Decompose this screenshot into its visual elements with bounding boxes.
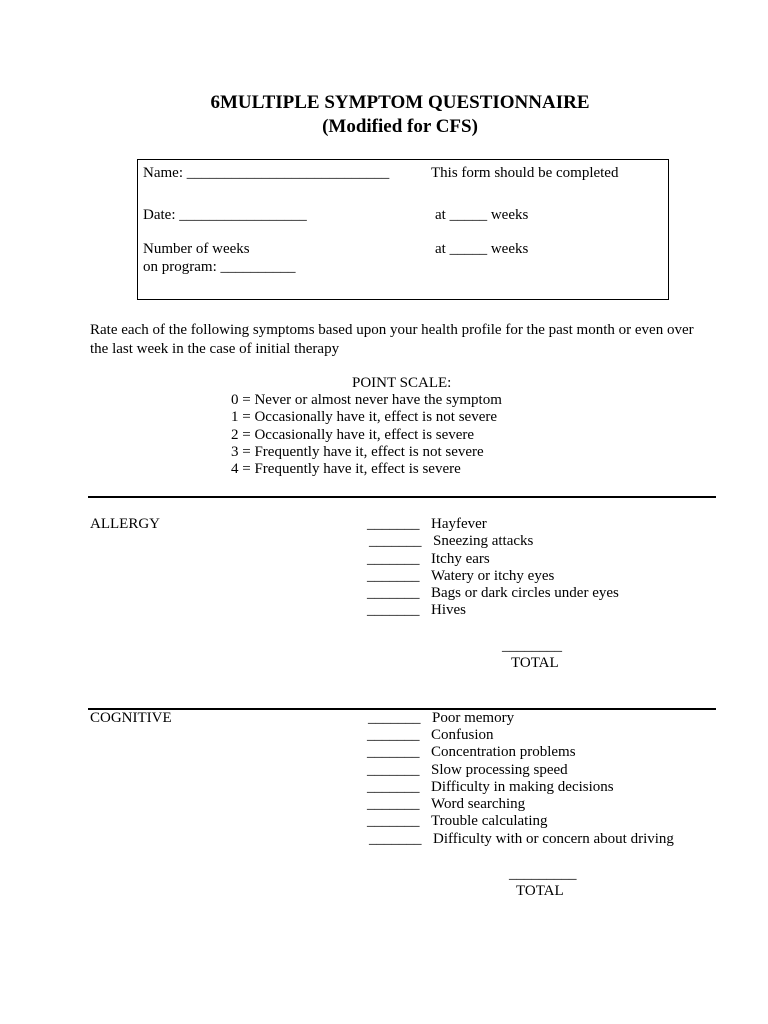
instructions-line-1: Rate each of the following symptoms based upon your health profile for the past month or even over [90, 322, 694, 338]
point-scale-item: 4 = Frequently have it, effect is severe [231, 461, 461, 477]
symptom-label: Difficulty with or concern about driving [433, 831, 674, 847]
page-subtitle: (Modified for CFS) [322, 116, 478, 137]
name-field[interactable]: Name: ___________________________ [143, 165, 390, 181]
score-blank[interactable]: _______ [367, 813, 420, 829]
symptom-label: Word searching [431, 796, 526, 812]
symptom-label: Hives [431, 602, 466, 618]
total-label: TOTAL [516, 883, 564, 899]
score-blank[interactable]: _______ [367, 779, 420, 795]
point-scale-item: 0 = Never or almost never have the symptom [231, 392, 502, 408]
total-blank[interactable]: ________ [502, 638, 562, 654]
symptom-label: Hayfever [431, 516, 487, 532]
point-scale-heading: POINT SCALE: [352, 375, 452, 391]
at-weeks-2-field[interactable]: at _____ weeks [435, 241, 529, 257]
symptom-label: Slow processing speed [431, 762, 568, 778]
score-blank[interactable]: _______ [367, 551, 420, 567]
form-note: This form should be completed [431, 165, 619, 181]
score-blank[interactable]: _______ [367, 762, 420, 778]
score-blank[interactable]: _______ [369, 831, 422, 847]
score-blank[interactable]: _______ [367, 516, 420, 532]
score-blank[interactable]: _______ [367, 796, 420, 812]
point-scale-item: 3 = Frequently have it, effect is not severe [231, 444, 484, 460]
score-blank[interactable]: _______ [368, 710, 421, 726]
symptom-label: Difficulty in making decisions [431, 779, 614, 795]
symptom-label: Itchy ears [431, 551, 490, 567]
score-blank[interactable]: _______ [367, 602, 420, 618]
score-blank[interactable]: _______ [367, 585, 420, 601]
page-title: 6MULTIPLE SYMPTOM QUESTIONNAIRE [210, 92, 590, 113]
score-blank[interactable]: _______ [367, 568, 420, 584]
total-blank[interactable]: _________ [509, 866, 577, 882]
date-field[interactable]: Date: _________________ [143, 207, 307, 223]
point-scale-item: 2 = Occasionally have it, effect is severe [231, 427, 475, 443]
section-divider [88, 496, 716, 498]
symptom-label: Concentration problems [431, 744, 576, 760]
name-label: Name [143, 165, 179, 181]
score-blank[interactable]: _______ [369, 533, 422, 549]
section-heading-cognitive: COGNITIVE [90, 710, 172, 726]
weeks-label: Number of weeks [143, 241, 250, 257]
program-weeks-field[interactable]: on program: __________ [143, 259, 296, 275]
point-scale-item: 1 = Occasionally have it, effect is not severe [231, 409, 498, 425]
name-line: ___________________________ [186, 165, 390, 181]
score-blank[interactable]: _______ [367, 744, 420, 760]
instructions-line-2: the last week in the case of initial therapy [90, 341, 340, 357]
symptom-label: Confusion [431, 727, 494, 743]
symptom-label: Trouble calculating [431, 813, 548, 829]
score-blank[interactable]: _______ [367, 727, 420, 743]
symptom-label: Poor memory [432, 710, 515, 726]
symptom-label: Sneezing attacks [433, 533, 534, 549]
symptom-label: Watery or itchy eyes [431, 568, 555, 584]
section-heading-allergy: ALLERGY [90, 516, 160, 532]
at-weeks-1-field[interactable]: at _____ weeks [435, 207, 529, 223]
symptom-label: Bags or dark circles under eyes [431, 585, 619, 601]
total-label: TOTAL [511, 655, 559, 671]
